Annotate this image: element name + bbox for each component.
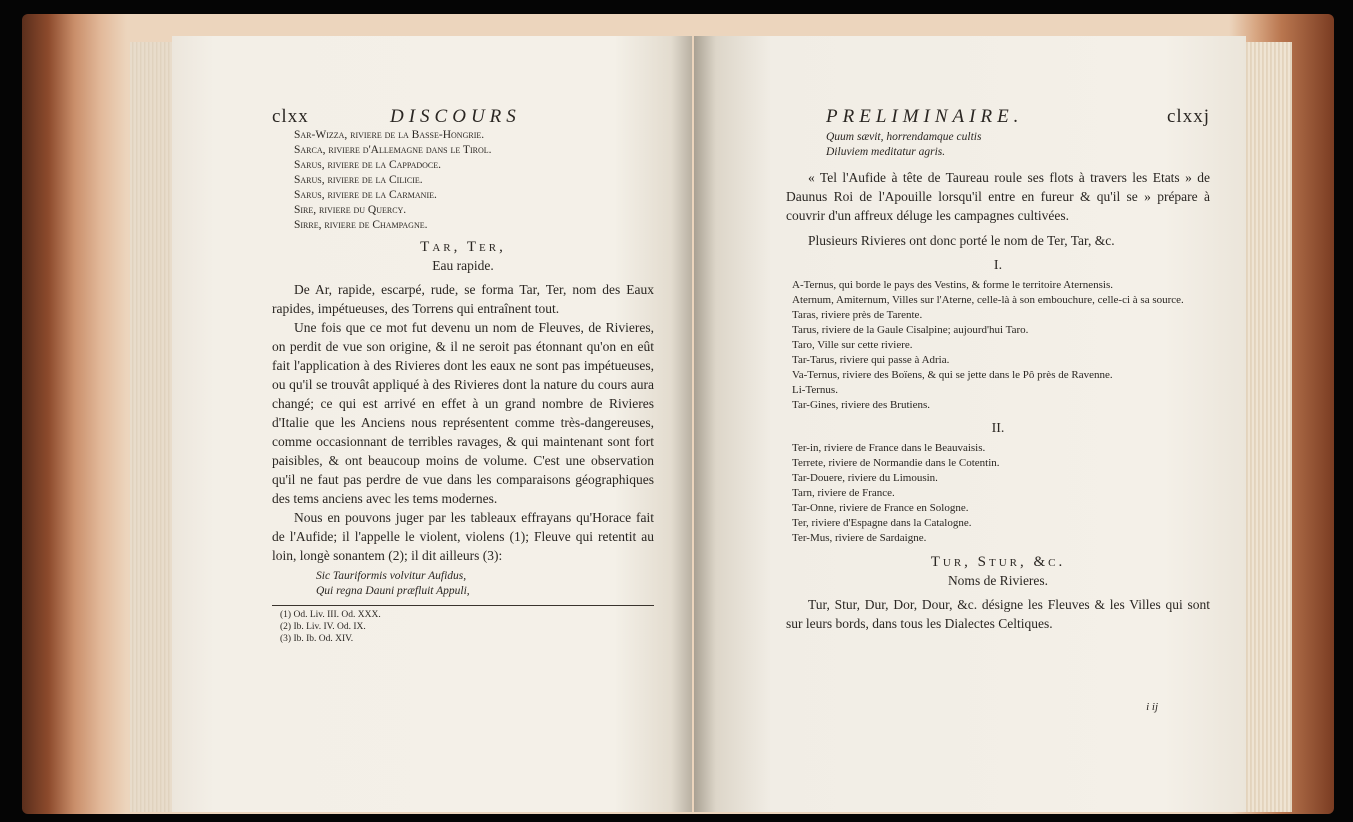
latin-quote-continued — [826, 130, 1210, 160]
right-running-head — [786, 98, 1210, 128]
quote-line: Sic Tauriformis volvitur Aufidus, — [316, 570, 467, 582]
right-running-title: PRELIMINAIRE. — [826, 106, 1024, 127]
open-book — [22, 14, 1334, 814]
left-page-edges — [130, 42, 174, 812]
list-item: A-Ternus, qui borde le pays des Vestins, & forme le territoire Aternensis. — [792, 279, 1114, 291]
list-item: Sarus, riviere de la Cilicie. — [294, 174, 423, 186]
footnote-rule — [272, 605, 654, 606]
list-item: Va-Ternus, riviere des Boïens, & qui se jette dans le Pô près de Ravenne. — [792, 369, 1113, 381]
quote-line: Quum sævit, horrendamque cultis — [826, 131, 982, 143]
river-list-sar — [294, 128, 654, 233]
list-item: Sarus, riviere de la Cappadoce. — [294, 159, 442, 171]
paragraph-2: Une fois que ce mot fut devenu un nom de Fleuves, de Rivieres, on perdit de vue son origine, & il ne seroit pas étonnant qu'on en eût fait l'application à des Rivieres dont les eaux ne sont pas impétueuses, ou qu'il se trouvât appliqué à des Rivieres dont la nature du cours aura changé; ce qui est arrivé en effet à un grand nombre de Rivieres d'Italie que les Anciens nous représentent comme très-dangereuses, comme occasionnant de terribles ravages, & qui maintenant sont fort paisibles, & ont beaucoup moins de volume. C'est une observation qu'il ne faut pas perdre de vue dans les comparaisons géographiques des tems anciens avec les tems modernes. — [272, 320, 654, 506]
latin-quote — [316, 569, 654, 599]
left-page-number: clxx — [272, 106, 309, 127]
list-item: Sire, riviere du Quercy. — [294, 204, 407, 216]
list-item: Tar-Tarus, riviere qui passe à Adria. — [792, 354, 950, 366]
section-subheading: Noms de Rivieres. — [947, 573, 1049, 588]
list-item: Ter, riviere d'Espagne dans la Catalogne. — [792, 517, 972, 529]
quote-line: Qui regna Dauni præfluit Appuli, — [316, 585, 470, 597]
footnote: (3) Ib. Ib. Od. XIV. — [280, 634, 354, 644]
right-page-edges — [1244, 42, 1292, 812]
section-subheading: Eau rapide. — [432, 258, 494, 273]
section-heading-tur-stur: Tur, Stur, &c. — [930, 554, 1066, 570]
left-running-head — [272, 98, 654, 128]
right-page — [694, 36, 1246, 812]
footnote: (2) Ib. Liv. IV. Od. IX. — [280, 622, 366, 632]
river-list-section-ii — [792, 441, 1210, 546]
translation-paragraph: « Tel l'Aufide à tête de Taureau roule ses flots à travers les Etats » de Daunus Roi de l'Apouille lorsqu'il entre en fureur & qu'il se » prépare à couvrir d'un affreux déluge les campagnes cultivées. — [786, 170, 1210, 223]
list-item: Terrete, riviere de Normandie dans le Cotentin. — [792, 457, 1000, 469]
list-item: Ter-in, riviere de France dans le Beauvaisis. — [792, 442, 986, 454]
list-item: Ter-Mus, riviere de Sardaigne. — [792, 532, 927, 544]
left-page-content — [272, 98, 654, 645]
summary-paragraph: Plusieurs Rivieres ont donc porté le nom de Ter, Tar, &c. — [808, 233, 1115, 248]
list-item: Tar-Onne, riviere de France en Sologne. — [792, 502, 969, 514]
quote-line: Diluviem meditatur agris. — [826, 146, 946, 158]
list-item: Tar-Gines, riviere des Brutiens. — [792, 399, 930, 411]
list-item: Sirre, riviere de Champagne. — [294, 219, 428, 231]
list-item: Tar-Douere, riviere du Limousin. — [792, 472, 938, 484]
signature-mark: i ij — [1146, 701, 1158, 713]
right-page-content — [786, 98, 1210, 633]
paragraph-3: Nous en pouvons juger par les tableaux effrayans qu'Horace fait de l'Aufide; il l'appelle le violent, violens (1); Fleuve qui retentit au loin, longè sonantem (2); il dit ailleurs (3): — [272, 510, 654, 563]
footnotes — [280, 609, 654, 645]
river-list-section-i — [792, 278, 1210, 413]
closing-paragraph: Tur, Stur, Dur, Dor, Dour, &c. désigne les Fleuves & les Villes qui sont sur leurs bords, dans tous les Dialectes Celtiques. — [786, 597, 1210, 631]
list-item: Sarus, riviere de la Carmanie. — [294, 189, 437, 201]
list-item: Tarn, riviere de France. — [792, 487, 895, 499]
right-page-number: clxxj — [1167, 106, 1210, 127]
list-item: Sarca, riviere d'Allemagne dans le Tirol. — [294, 144, 492, 156]
left-page — [172, 36, 692, 812]
section-numeral-i: I. — [993, 258, 1003, 273]
paragraph-1: De Ar, rapide, escarpé, rude, se forma Tar, Ter, nom des Eaux rapides, impétueuses, des Torrens qui entraînent tout. — [272, 282, 654, 316]
section-heading-tar-ter: Tar, Ter, — [420, 239, 506, 255]
footnote: (1) Od. Liv. III. Od. XXX. — [280, 610, 381, 620]
left-running-title: DISCOURS — [390, 106, 521, 127]
list-item: Taras, riviere près de Tarente. — [792, 309, 923, 321]
list-item: Tarus, riviere de la Gaule Cisalpine; aujourd'hui Taro. — [792, 324, 1029, 336]
list-item: Sar-Wizza, riviere de la Basse-Hongrie. — [294, 129, 485, 141]
list-item: Li-Ternus. — [792, 384, 838, 396]
section-numeral-ii: II. — [991, 421, 1005, 436]
list-item: Taro, Ville sur cette riviere. — [792, 339, 913, 351]
list-item: Aternum, Amiternum, Villes sur l'Aterne, celle-là à son embouchure, celle-ci à sa source. — [792, 294, 1184, 306]
